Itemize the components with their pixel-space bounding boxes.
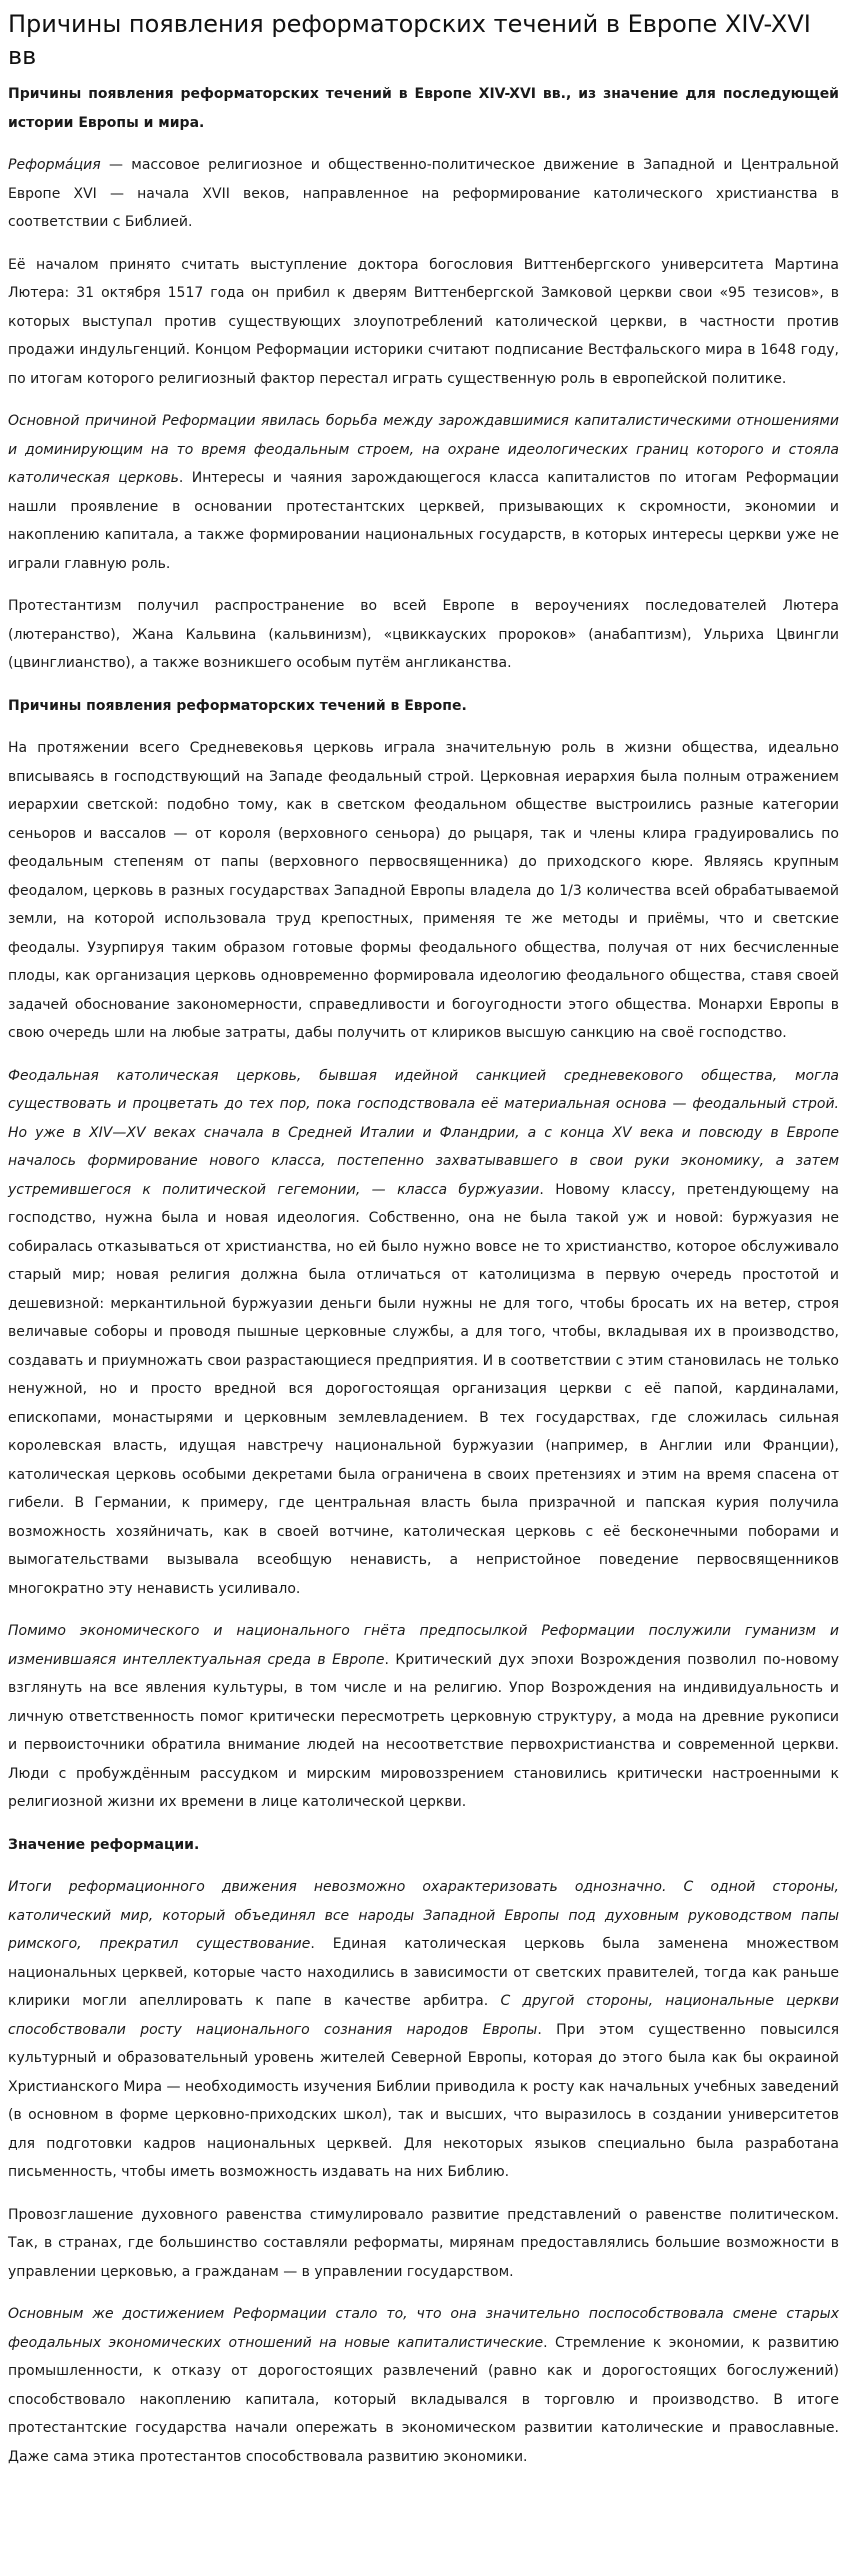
paragraph-luther: Её началом принято считать выступление доктора богословия Виттенбергского университета Мартина Лютера: 31 октября 1517 года он прибил к дверям Виттенбергской Замковой церкви свои «95 тезисов», в которых выступал против существующих злоупотреблений католической церкви, в частности против продажи индульгенций. Концом Реформации историки считают подписание Вестфальского мира в 1648 году, по итогам которого религиозный фактор перестал играть существенную роль в европейской политике. — [8, 256, 839, 387]
humanism-italic: Помимо экономического и национального гнёта предпосылкой Реформации послужили гуманизм и изменившаяся интеллектуальная среда в Европе — [8, 1623, 839, 1668]
paragraph-bourgeoisie — [8, 1062, 839, 1604]
main-cause-text: . Интересы и чаяния зарождающегося класса капиталистов по итогам Реформации нашли проявление в основании протестантских церквей, призывающих к скромности, экономии и накоплению капитала, а также формировании национальных государств, в которых интересы церкви уже не играли главную роль. — [8, 470, 839, 572]
paragraph-main-cause — [8, 407, 839, 578]
paragraph-achievement — [8, 2300, 839, 2471]
paragraph-equality: Провозглашение духовного равенства стимулировало развитие представлений о равенстве политическом. Так, в странах, где большинство составляли реформаты, мирянам предоставлялись большие возможности в управлении церковью, а гражданам — в управлении государством. — [8, 2206, 839, 2280]
results-italic-2: С другой стороны, национальные церкви способствовали росту национального сознания народов Европы — [8, 1993, 839, 2038]
definition-text: — массовое религиозное и общественно-политическое движение в Западной и Центральной Европе XVI — начала XVII веков, направленное на реформирование католического христианства в соответствии с Библией. — [8, 157, 839, 230]
achievement-italic: Основным же достижением Реформации стало то, что она значительно поспособствовала смене старых феодальных экономических отношений на новые капиталистические — [8, 2306, 839, 2351]
term-reformation: Реформа́ция — [8, 157, 101, 173]
paragraph-humanism — [8, 1617, 839, 1817]
bourgeoisie-text: . Новому классу, претендующему на господство, нужна была и новая идеология. Собственно, она не была такой уж и новой: буржуазия не собиралась отказываться от христианства, но ей было нужно вовсе не то христианство, которое обслуживало старый мир; новая религия должна была отличаться от католицизма в первую очередь простотой и дешевизной: меркантильной буржуазии деньги были нужны не для того, чтобы бросать их на ветер, строя величавые соборы и проводя пышные церковные службы, а для того, чтобы, вкладывая их в производство, создавать и приумножать свои разрастающиеся предприятия. И в соответствии с этим становилась не только ненужной, но и просто вредной вся дорогостоящая организация церкви с её папой, кардиналами, епископами, монастырями и церковным землевладением. В тех государствах, где сложилась сильная королевская власть, идущая навстречу национальной буржуазии (например, в Англии или Франции), католическая церковь особыми декретами была ограничена в своих претензиях и этим на время спасена от гибели. В Германии, к примеру, где центральная власть была призрачной и папская курия получила возможность хозяйничать, как в своей вотчине, католическая церковь с её бесконечными поборами и вымогательствами вызывала всеобщую ненависть, а непристойное поведение первосвященников многократно эту ненависть усиливало. — [8, 1181, 839, 1597]
paragraph-protestantism: Протестантизм получил распространение во всей Европе в вероучениях последователей Лютера (лютеранство), Жана Кальвина (кальвинизм), «цвиккауских пророков» (анабаптизм), Ульриха Цвингли (цвинглианство), а также возникшего особым путём англиканства. — [8, 598, 839, 671]
results-text-1: . Единая католическая церковь была заменена множеством национальных церквей, которые часто находились в зависимости от светских правителей, тогда как раньше клирики могли апеллировать к папе в качестве арбитра. — [8, 1936, 839, 2009]
page-title: Причины появления реформаторских течений в Европе XIV-XVI вв — [8, 10, 811, 70]
results-text-2: . При этом существенно повысился культурный и образовательный уровень жителей Северной Европы, которая до этого была как бы окраиной Христианского Мира — необходимость изучения Библии приводила к росту как начальных учебных заведений (в основном в форме церковно-приходских школ), так и высших, что выразилось в создании университетов для подготовки кадров национальных церквей. Для некоторых языков специально была разработана письменность, чтобы иметь возможность издавать на них Библию. — [8, 2021, 839, 2180]
paragraph-results — [8, 1873, 839, 2187]
main-cause-italic: Основной причиной Реформации явилась борьба между зарождавшимися капиталистическими отношениями и доминирующим на то время феодальным строем, на охране идеологических границ которого и стояла католическая церковь — [8, 413, 839, 486]
bourgeoisie-italic: Феодальная католическая церковь, бывшая идейной санкцией средневекового общества, могла существовать и процветать до тех пор, пока господствовала её материальная основа — феодальный строй. Но уже в XIV—XV веках сначала в Средней Италии и Фландрии, а с конца XV века и повсюду в Европе началось формирование нового класса, постепенно захватывавшего в свои руки экономику, а затем устремившегося к политической гегемонии, — класса буржуазии — [8, 1067, 839, 1198]
achievement-text: . Стремление к экономии, к развитию промышленности, к отказу от дорогостоящих развлечений (равно как и дорогостоящих богослужений) способствовало накоплению капитала, который вкладывался в торговлю и производство. В итоге протестантские государства начали опережать в экономическом развитии католические и православные. Даже сама этика протестантов способствовала развитию экономики. — [8, 2334, 839, 2465]
heading-causes: Причины появления реформаторских течений в Европе. — [8, 697, 467, 714]
paragraph-medieval-church: На протяжении всего Средневековья церковь играла значительную роль в жизни общества, идеально вписываясь в господствующий на Западе феодальный строй. Церковная иерархия была полным отражением иерархии светской: подобно тому, как в светском феодальном обществе выстроились разные категории сеньоров и вассалов — от короля (верховного сеньора) до рыцаря, так и члены клира градуировались по феодальным степеням от папы (верховного первосвященника) до приходского кюре. Являясь крупным феодалом, церковь в разных государствах Западной Европы владела до 1/3 количества всей обрабатываемой земли, на которой использовала труд крепостных, применяя те же методы и приёмы, что и светские феодалы. Узурпируя таким образом готовые формы феодального общества, получая от них бесчисленные плоды, как организация церковь одновременно формировала идеологию феодального общества, ставя своей задачей обоснование закономерности, справедливости и богоугодности этого общества. Монархи Европы в свою очередь шли на любые затраты, дабы получить от клириков высшую санкцию на своё господство. — [8, 740, 839, 1041]
paragraph-definition — [8, 151, 839, 237]
intro-heading: Причины появления реформаторских течений в Европе XIV-XVI вв., из значение для последующей истории Европы и мира. — [8, 86, 839, 131]
heading-meaning: Значение реформации. — [8, 1836, 200, 1853]
results-italic-1: Итоги реформационного движения невозможно охарактеризовать однозначно. С одной стороны, католический мир, который объединял все народы Западной Европы под духовным руководством папы римского, прекратил существование — [8, 1879, 839, 1952]
humanism-text: . Критический дух эпохи Возрождения позволил по-новому взглянуть на все явления культуры, в том числе и на религию. Упор Возрождения на индивидуальность и личную ответственность помог критически пересмотреть церковную структуру, а мода на древние рукописи и первоисточники обратила внимание людей на несоответствие первохристианства и современной церкви. Люди с пробуждённым рассудком и мирским мировоззрением становились критически настроенными к религиозной жизни их времени в лице католической церкви. — [8, 1651, 839, 1810]
